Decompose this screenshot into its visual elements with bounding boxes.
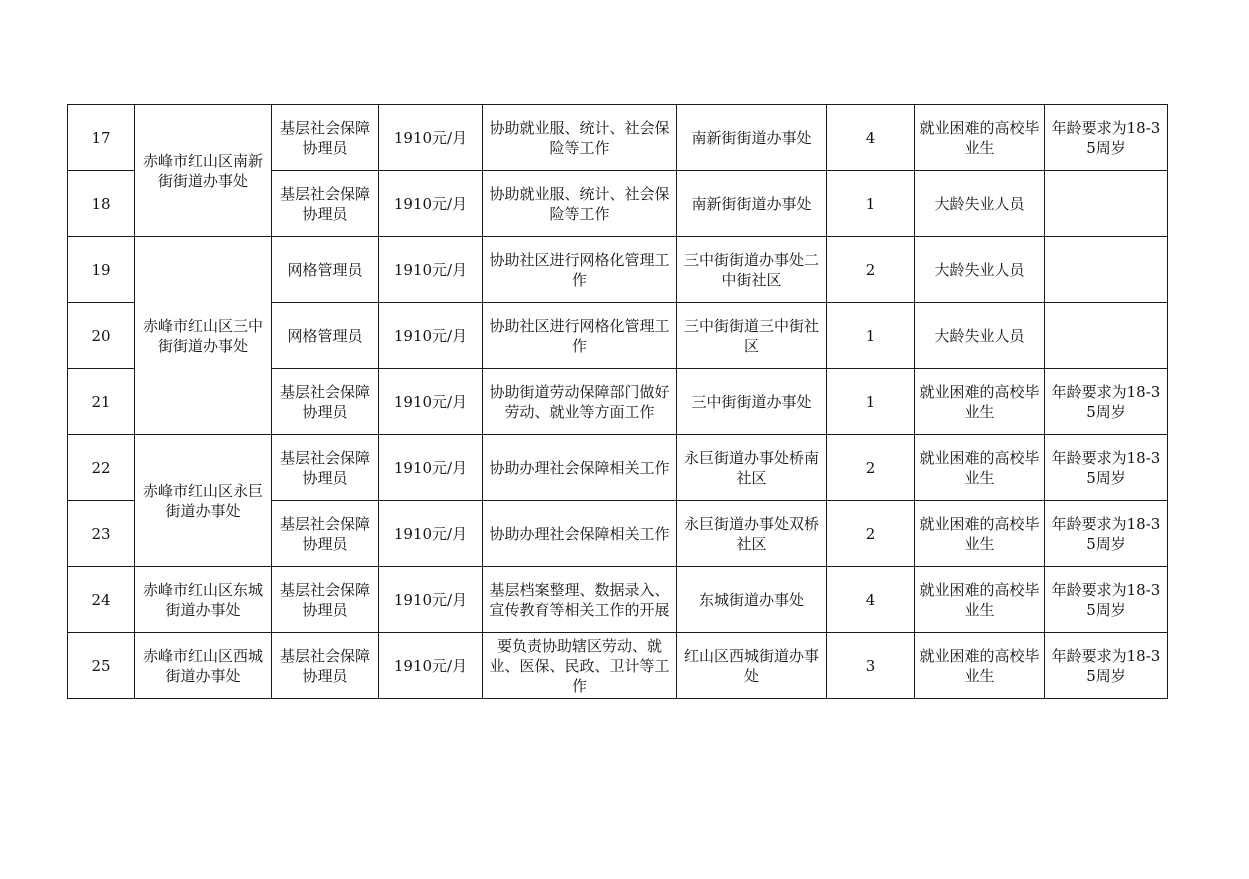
remark-cell: 年龄要求为18-35周岁	[1045, 567, 1168, 633]
salary-cell: 1910元/月	[379, 105, 483, 171]
target-group-cell: 就业困难的高校毕业生	[915, 105, 1045, 171]
salary-cell: 1910元/月	[379, 171, 483, 237]
table-row	[68, 567, 1168, 633]
position-name-cell: 基层社会保障协理员	[272, 501, 379, 567]
position-name-cell: 网格管理员	[272, 303, 379, 369]
target-group-cell: 就业困难的高校毕业生	[915, 501, 1045, 567]
duty-description-cell: 协助就业服、统计、社会保险等工作	[483, 171, 677, 237]
work-location-cell: 南新街街道办事处	[677, 105, 827, 171]
work-location-cell: 三中街街道办事处二中街社区	[677, 237, 827, 303]
row-number-cell: 18	[68, 171, 135, 237]
target-group-cell: 大龄失业人员	[915, 303, 1045, 369]
salary-cell: 1910元/月	[379, 369, 483, 435]
target-group-cell: 就业困难的高校毕业生	[915, 369, 1045, 435]
employer-unit-cell: 赤峰市红山区南新街街道办事处	[135, 105, 272, 237]
position-name-cell: 基层社会保障协理员	[272, 435, 379, 501]
target-group-cell: 就业困难的高校毕业生	[915, 633, 1045, 699]
work-location-cell: 永巨街道办事处桥南社区	[677, 435, 827, 501]
duty-description-cell: 协助就业服、统计、社会保险等工作	[483, 105, 677, 171]
remark-cell	[1045, 171, 1168, 237]
table-row	[68, 633, 1168, 699]
target-group-cell: 大龄失业人员	[915, 237, 1045, 303]
salary-cell: 1910元/月	[379, 567, 483, 633]
row-number-cell: 17	[68, 105, 135, 171]
row-number-cell: 21	[68, 369, 135, 435]
table-body	[68, 105, 1168, 699]
target-group-cell: 大龄失业人员	[915, 171, 1045, 237]
salary-cell: 1910元/月	[379, 435, 483, 501]
position-name-cell: 网格管理员	[272, 237, 379, 303]
position-name-cell: 基层社会保障协理员	[272, 567, 379, 633]
work-location-cell: 红山区西城街道办事处	[677, 633, 827, 699]
position-name-cell: 基层社会保障协理员	[272, 633, 379, 699]
headcount-cell: 3	[827, 633, 915, 699]
duty-description-cell: 协助社区进行网格化管理工作	[483, 303, 677, 369]
headcount-cell: 1	[827, 303, 915, 369]
target-group-cell: 就业困难的高校毕业生	[915, 567, 1045, 633]
headcount-cell: 2	[827, 237, 915, 303]
remark-cell	[1045, 237, 1168, 303]
remark-cell: 年龄要求为18-35周岁	[1045, 105, 1168, 171]
remark-cell: 年龄要求为18-35周岁	[1045, 369, 1168, 435]
headcount-cell: 1	[827, 171, 915, 237]
employer-unit-cell: 赤峰市红山区东城街道办事处	[135, 567, 272, 633]
row-number-cell: 24	[68, 567, 135, 633]
employer-unit-cell: 赤峰市红山区永巨街道办事处	[135, 435, 272, 567]
headcount-cell: 4	[827, 105, 915, 171]
work-location-cell: 东城街道办事处	[677, 567, 827, 633]
duty-description-cell: 要负责协助辖区劳动、就业、医保、民政、卫计等工作	[483, 633, 677, 699]
headcount-cell: 2	[827, 501, 915, 567]
headcount-cell: 2	[827, 435, 915, 501]
headcount-cell: 4	[827, 567, 915, 633]
employer-unit-cell: 赤峰市红山区三中街街道办事处	[135, 237, 272, 435]
target-group-cell: 就业困难的高校毕业生	[915, 435, 1045, 501]
salary-cell: 1910元/月	[379, 237, 483, 303]
salary-cell: 1910元/月	[379, 633, 483, 699]
job-positions-table	[67, 104, 1168, 699]
remark-cell	[1045, 303, 1168, 369]
work-location-cell: 三中街街道办事处	[677, 369, 827, 435]
table-row	[68, 105, 1168, 171]
duty-description-cell: 协助办理社会保障相关工作	[483, 435, 677, 501]
duty-description-cell: 基层档案整理、数据录入、宣传教育等相关工作的开展	[483, 567, 677, 633]
row-number-cell: 20	[68, 303, 135, 369]
table-row	[68, 435, 1168, 501]
work-location-cell: 永巨街道办事处双桥社区	[677, 501, 827, 567]
row-number-cell: 25	[68, 633, 135, 699]
work-location-cell: 三中街街道三中街社区	[677, 303, 827, 369]
headcount-cell: 1	[827, 369, 915, 435]
row-number-cell: 19	[68, 237, 135, 303]
work-location-cell: 南新街街道办事处	[677, 171, 827, 237]
position-name-cell: 基层社会保障协理员	[272, 171, 379, 237]
duty-description-cell: 协助办理社会保障相关工作	[483, 501, 677, 567]
salary-cell: 1910元/月	[379, 501, 483, 567]
remark-cell: 年龄要求为18-35周岁	[1045, 633, 1168, 699]
position-name-cell: 基层社会保障协理员	[272, 369, 379, 435]
employer-unit-cell: 赤峰市红山区西城街道办事处	[135, 633, 272, 699]
salary-cell: 1910元/月	[379, 303, 483, 369]
remark-cell: 年龄要求为18-35周岁	[1045, 501, 1168, 567]
row-number-cell: 22	[68, 435, 135, 501]
duty-description-cell: 协助街道劳动保障部门做好劳动、就业等方面工作	[483, 369, 677, 435]
table-row	[68, 237, 1168, 303]
duty-description-cell: 协助社区进行网格化管理工作	[483, 237, 677, 303]
row-number-cell: 23	[68, 501, 135, 567]
remark-cell: 年龄要求为18-35周岁	[1045, 435, 1168, 501]
position-name-cell: 基层社会保障协理员	[272, 105, 379, 171]
